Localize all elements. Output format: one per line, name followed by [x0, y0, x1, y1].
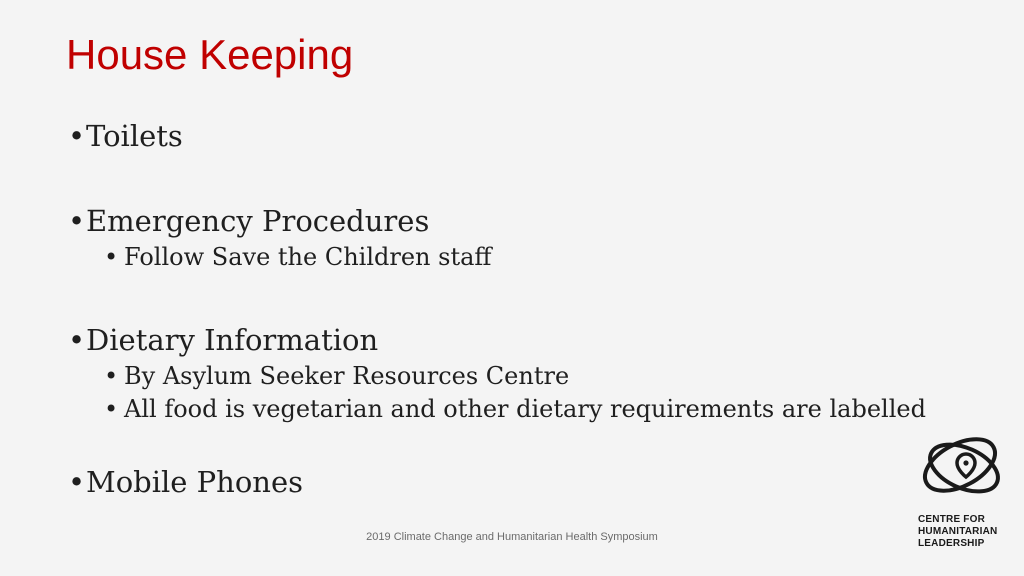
- logo-orbit-icon: [916, 432, 1008, 502]
- bullet-item: [68, 118, 183, 154]
- logo-line: CENTRE FOR: [918, 514, 985, 525]
- sub-bullet-item: [104, 361, 569, 391]
- sub-bullet-text: Follow Save the Children staff: [124, 243, 492, 271]
- bullet-text: Toilets: [86, 119, 183, 153]
- bullet-item: [68, 464, 303, 500]
- bullet-item: [68, 322, 378, 358]
- sub-bullet-item: [104, 242, 491, 272]
- bullet-glyph: •: [104, 395, 119, 423]
- centre-for-humanitarian-leadership-logo: [912, 432, 1012, 556]
- bullet-text: Emergency Procedures: [86, 204, 430, 238]
- logo-line: HUMANITARIAN: [918, 526, 998, 537]
- bullet-text: Mobile Phones: [86, 465, 304, 499]
- logo-line: LEADERSHIP: [918, 538, 985, 549]
- slide-footer: 2019 Climate Change and Humanitarian Health Symposium: [366, 531, 658, 543]
- bullet-glyph: •: [68, 465, 86, 499]
- bullet-glyph: •: [68, 323, 86, 357]
- bullet-glyph: •: [104, 362, 119, 390]
- bullet-text: Dietary Information: [86, 323, 379, 357]
- bullet-glyph: •: [104, 243, 119, 271]
- logo-wordmark: [918, 514, 997, 550]
- bullet-item: [68, 203, 429, 239]
- sub-bullet-text: By Asylum Seeker Resources Centre: [124, 362, 570, 390]
- bullet-glyph: •: [68, 119, 86, 153]
- slide-title: House Keeping: [66, 31, 354, 78]
- sub-bullet-text: All food is vegetarian and other dietary requirements are labelled: [124, 395, 926, 423]
- sub-bullet-item: [104, 394, 926, 424]
- bullet-glyph: •: [68, 204, 86, 238]
